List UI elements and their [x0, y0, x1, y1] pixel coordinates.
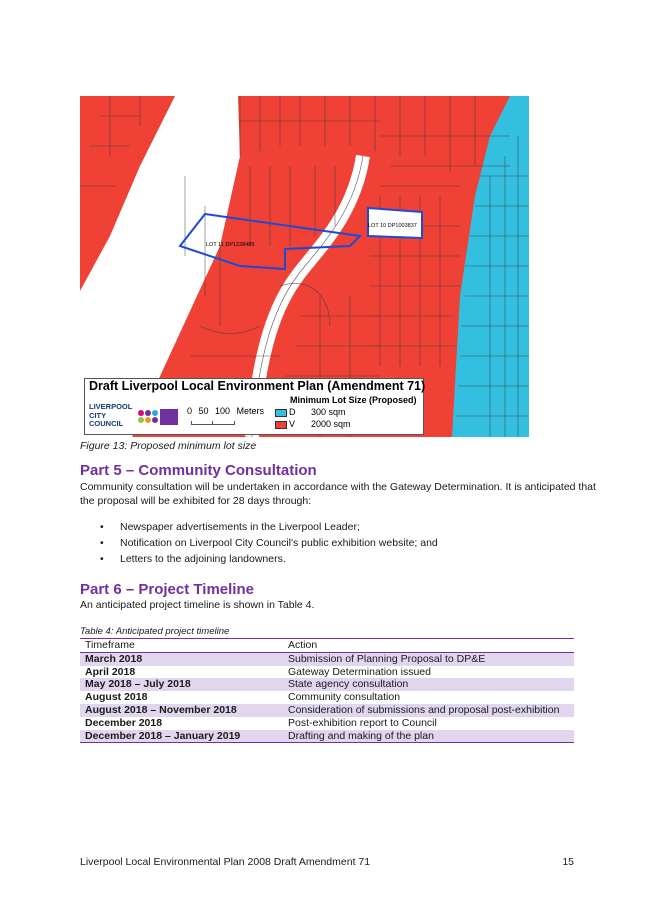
scale-bar	[191, 421, 235, 425]
table-row: December 2018 Post-exhibition report to Council	[85, 716, 437, 729]
table-header-row	[80, 639, 574, 653]
list-item: • Letters to the adjoining landowners.	[80, 551, 438, 567]
table-row: August 2018 – November 2018 Consideration of submissions and proposal post-exhibition	[80, 704, 574, 717]
legend-heading: Minimum Lot Size (Proposed)	[290, 395, 417, 405]
lot-11-label: LOT 11 DP1228485	[206, 242, 255, 248]
timeframe-header: Timeframe	[80, 639, 283, 653]
legend-swatch-d	[275, 409, 287, 417]
table-caption: Table 4: Anticipated project timeline	[80, 626, 230, 637]
part5-heading: Part 5 – Community Consultation	[80, 462, 317, 479]
zoning-map	[80, 96, 529, 437]
legend-row-d: D 300 sqm	[275, 407, 346, 417]
map-legend	[84, 378, 424, 435]
part5-intro: Community consultation will be undertaken in accordance with the Gateway Determination. It is anticipated that the proposal will be exhibited for 28 days through:	[80, 481, 596, 507]
table-row: December 2018 – January 2019 Drafting and making of the plan	[80, 730, 574, 743]
table-row: August 2018 Community consultation	[85, 691, 401, 704]
liverpool-council-logo	[89, 403, 179, 433]
council-logo-text: LIVERPOOL CITY COUNCIL	[89, 402, 133, 428]
list-item: • Notification on Liverpool City Council's public exhibition website; and	[80, 535, 438, 551]
map-title: Draft Liverpool Local Environment Plan (Amendment 71)	[89, 379, 426, 393]
table-row: March 2018 Submission of Planning Proposal to DP&E	[80, 652, 574, 665]
legend-row-v: V 2000 sqm	[275, 419, 351, 429]
consultation-list	[80, 519, 438, 567]
table-row: May 2018 – July 2018 State agency consultation	[80, 678, 574, 691]
page-footer	[80, 856, 574, 868]
table-row: April 2018 Gateway Determination issued	[85, 665, 431, 678]
legend-swatch-v	[275, 421, 287, 429]
timeline-table	[80, 638, 574, 743]
page-number: 15	[562, 856, 574, 868]
part6-intro: An anticipated project timeline is shown in Table 4.	[80, 599, 315, 611]
part6-heading: Part 6 – Project Timeline	[80, 581, 254, 598]
action-header: Action	[283, 639, 574, 653]
lot-10-label: LOT 10 DP1003837	[368, 223, 417, 229]
list-item: • Newspaper advertisements in the Liverpool Leader;	[80, 519, 438, 535]
figure-caption: Figure 13: Proposed minimum lot size	[80, 440, 257, 452]
scale-label: 0 50 100 Meters	[187, 406, 265, 416]
footer-title: Liverpool Local Environmental Plan 2008 Draft Amendment 71	[80, 856, 371, 868]
